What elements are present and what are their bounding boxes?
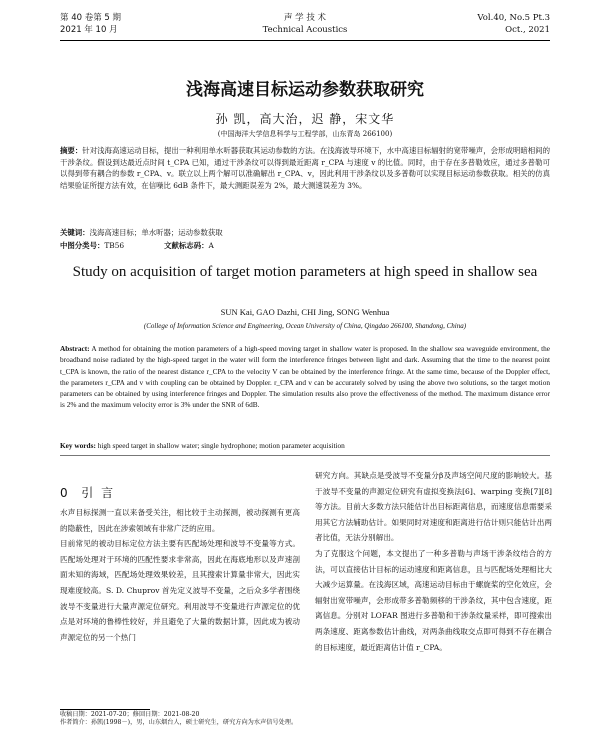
header-volume-line2: 2021 年 10 月 <box>60 25 118 35</box>
chinese-title: 浅海高速目标运动参数获取研究 <box>186 80 424 100</box>
chinese-authors: 孙 凯，高大治，迟 静，宋文华 <box>215 112 395 126</box>
english-keywords-label: Key words: <box>60 441 96 450</box>
header-journal-cn: 声 学 技 术 <box>283 13 327 23</box>
header-rule <box>60 40 550 41</box>
english-abstract-label: Abstract: <box>60 344 90 353</box>
section-heading <box>60 484 115 501</box>
chinese-abstract <box>60 145 550 191</box>
footnote-received: 收稿日期：2021-07-20；修回日期：2021-08-20 <box>60 711 200 718</box>
doc-code-label: 文献标志码： <box>164 241 209 250</box>
right-paragraph-2: 为了克服这个问题，本文提出了一种多普勒与声场干涉条纹结合的方法，可以直接估计目标的运动速度和距离信息，且与匹配场处理相比大大减少运算量。在浅海区域，高速运动目标由于螺旋桨的空化效应，会辐射出宽带噪声，会形成带多普勒频移的干涉条纹，其中包含速度，距离信息。分别对 LOFAR 图进行多普勒和干涉条纹量采样，即可搜索出两条速度、距离参数估计曲线，对两条曲线取交点即可得到不存在耦合的目标速度，最近距离估计值 r_CPA。 <box>315 548 552 652</box>
header-issue-line1: Vol.40, No.5 Pt.3 <box>477 13 550 23</box>
english-abstract-text: A method for obtaining the motion parameters of a high-speed moving target in shallow water is proposed. In the shallow sea waveguide environment, the broadband noise radiated by the high-speed target in the water will form the interference fringes between light and dark. Assuming that the time to the nearest point t_CPA is known, the ratio of the nearest distance r_CPA to the velocity V can be obtained by the interference fringe. At the same time, because of the Doppler effect, the parameters r_CPA and v with coupling can be obtained by Doppler. r_CPA and v can be accurately solved by using the above two solutions, so the target motion parameters can be obtained by using interference fringes and Doppler. The simulation results also prove the effectiveness of the method. The maximum distance error is 2% and the maximum velocity error is 3% under the SNR of 6dB. <box>60 344 550 410</box>
chinese-abstract-text: 针对浅海高速运动目标，提出一种利用单水听器获取其运动参数的方法。在浅海波导环境下，水中高速目标辐射的宽带噪声，会形成明暗相间的干涉条纹。假设到达最近点时间 t_CPA 已知，通过干涉条纹可以得到最近距离 r_CPA 与速度 v 的比值。同时，由于存在多普勒效应，通过多普勒可以得到带有耦合的参数 r_CPA、v。联立以上两个解可以准确解出 r_CPA、v，因此利用干涉条纹以及多普勒可以实现目标运动参数获取。相关的仿真结果验证所提方法有效，在信噪比 6dB 条件下，最大测距误差为 2%，最大测速误差为 3%。 <box>60 146 550 190</box>
running-header <box>60 12 550 40</box>
english-title: Study on acquisition of target motion parameters at high speed in shallow sea <box>72 264 538 280</box>
footnote-author-bio: 作者简介：孙凯(1998－)，男，山东烟台人，硕士研究生，研究方向为水声信号处理。 <box>60 719 298 726</box>
english-abstract <box>60 343 550 411</box>
chinese-affiliation: (中国海洋大学信息科学与工程学部，山东青岛 266100) <box>217 130 393 138</box>
section-title: 引 言 <box>81 486 116 500</box>
footnote-rule <box>60 709 150 710</box>
chinese-abstract-label: 摘要： <box>60 146 83 155</box>
clc-label: 中图分类号： <box>60 241 105 250</box>
chinese-classification <box>60 240 550 252</box>
abstract-divider <box>60 455 550 456</box>
header-volume-line1: 第 40 卷第 5 期 <box>60 13 122 23</box>
english-authors: SUN Kai, GAO Dazhi, CHI Jing, SONG Wenhua <box>220 307 390 317</box>
header-journal-en: Technical Acoustics <box>262 25 348 35</box>
chinese-keywords <box>60 227 550 239</box>
chinese-keywords-text: 浅海高速目标；单水听器；运动参数获取 <box>89 228 223 237</box>
left-paragraph-2: 目前常见的被动目标定位方法主要有匹配场处理和波导不变量等方式。匹配场处理对于环境的匹配性要求非常高，因此在海底地形以及声速剖面未知的海域，匹配场处理效果较差，且其搜索计算量非常大，因此实现难度较高。S. D. Chuprov 首先定义波导不变量，之后众多学者围绕波导不变量进行大量声源定位研究。利用波导不变量进行声源定位的优点是对环境的鲁棒性较好，并且避免了大量的数据计算，因此成为被动声源定位的另一个热门 <box>60 539 300 642</box>
english-keywords-text: high speed target in shallow water; single hydrophone; motion parameter acquisition <box>97 441 345 450</box>
section-number: 0 <box>60 486 70 500</box>
english-keywords <box>60 440 550 452</box>
right-paragraph-1: 研究方向。其缺点是受波导不变量分β及声场空间尺度的影响较大。基于波导不变量的声源定位研究有虚拟变换法[6]、warping 变换[7][8]等方法。目前大多数方法只能估计出目标距离信息，而速度信息需要采用其它方法辅助估计。如果同时对速度和距离进行估计则只能估计出两者比值，无法分别解出。 <box>315 471 552 543</box>
left-paragraph-1: 水声目标探测一直以来备受关注，相比较于主动探测，被动探测有更高的隐蔽性，因此在涉索领域有非常广泛的应用。 <box>60 508 300 533</box>
header-issue-line2: Oct., 2021 <box>505 25 550 35</box>
body-right-column <box>315 468 552 655</box>
english-affiliation: (College of Information Science and Engineering, Ocean University of China, Qingdao 266100, Shandong, China) <box>143 322 467 330</box>
chinese-keywords-label: 关键词： <box>60 228 90 237</box>
doc-code-value: A <box>208 241 214 250</box>
body-left-column <box>60 505 300 645</box>
header-issue <box>477 12 550 36</box>
clc-value: TB56 <box>104 241 125 250</box>
